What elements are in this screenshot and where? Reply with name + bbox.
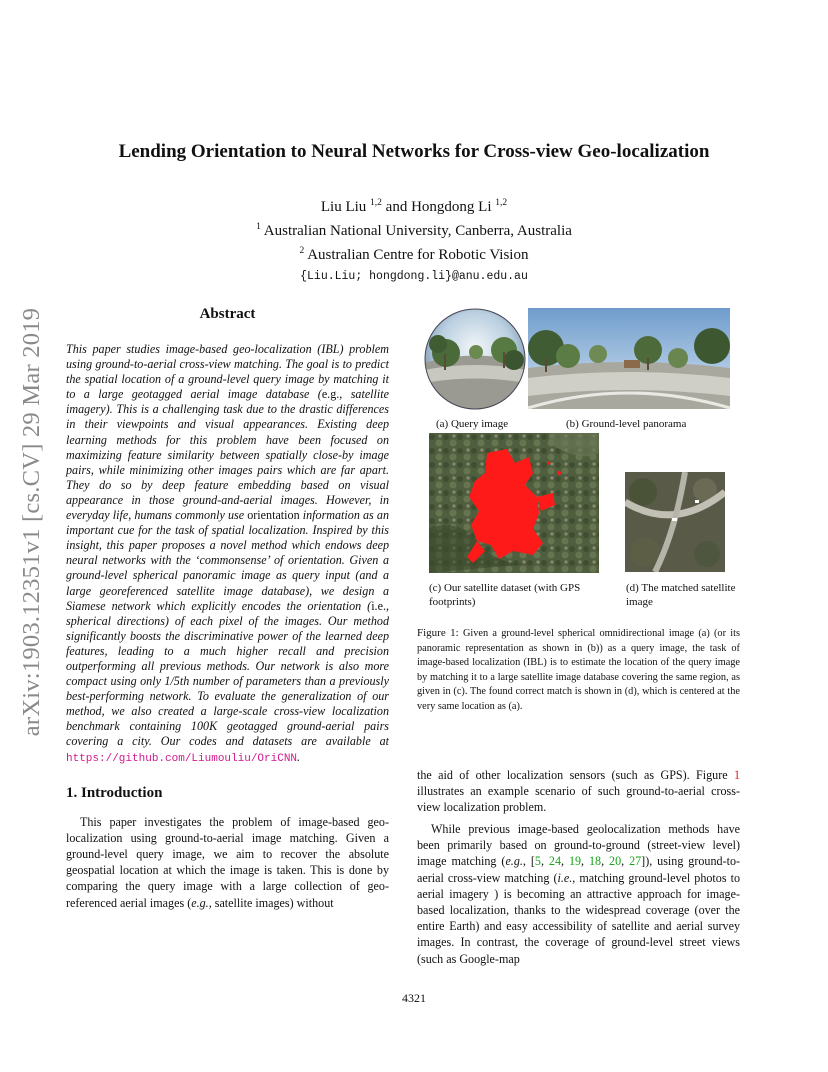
abstract-heading: Abstract — [199, 306, 256, 322]
affiliation-2 — [0, 241, 828, 265]
citation-link[interactable]: 5 — [534, 854, 541, 869]
abstract-orientation: orientation — [247, 508, 300, 523]
left-column — [66, 306, 389, 911]
arxiv-sidebar — [12, 284, 52, 760]
section-heading-introduction: 1. Introduction — [66, 784, 163, 801]
intro-eg: e.g. — [191, 895, 209, 910]
right-p2-bracket: , [ — [522, 854, 535, 869]
affiliation-2-text: Australian Centre for Robotic Vision — [304, 247, 529, 263]
citation-link[interactable]: 19 — [568, 854, 582, 869]
abstract-end: . — [297, 749, 301, 764]
author-email: {Liu.Liu; hongdong.li}@anu.edu.au — [300, 270, 528, 283]
author-conjunction: and — [381, 199, 412, 215]
figure-ref-link[interactable]: 1 — [733, 768, 740, 782]
figure-label: Figure 1: — [417, 627, 459, 639]
citation-link[interactable]: 27 — [629, 854, 642, 869]
intro-paragraph — [66, 814, 389, 911]
right-p2-ie: i.e. — [557, 870, 573, 885]
author-1-affil: 1,2 — [370, 198, 382, 208]
affiliation-1-number: 1 — [256, 222, 261, 232]
caption-c: (c) Our satellite dataset (with GPS footprints) — [429, 582, 581, 608]
right-paragraph-2: While previous image-based geolocalization methods have been primarily based on ground-to-ground (street-view level) image matching (e.g., [5, 24, 19, 18, 20, 27]), using ground-to-aerial cross-view matching (i.e., matching ground-level photos to aerial imagery ) is becoming an attractive approach for image-based localization, thanks to the widespread coverage (over the entire Earth) and easy accessibility of satellite and aerial survey images. In contrast, the coverage of ground-level street views (such as Google-map — [417, 822, 741, 966]
abstract-eg: e.g. — [321, 387, 340, 402]
query-image-sphere — [424, 308, 526, 410]
right-p1-part-1: the aid of other localization sensors (such as GPS). Figure — [417, 768, 734, 782]
paper-title: Lending Orientation to Neural Networks for Cross-view Geo-localization — [118, 141, 710, 162]
abstract-part-1: This paper studies image-based geo-localization (IBL) problem using ground-to-aerial cross-view matching. The goal is to predict the spatial location of a ground-level query image by matching it to a large geotagged aerial image database ( — [66, 342, 389, 402]
abstract-part-2: , satellite imagery). This is a challenging task due to the drastic differences in their viewpoints and visual appearances. Existing deep learning methods for this problem have been focused on maximizing feature similarity between spatially close-by image pairs, while minimizing other images pairs which are far apart. They do so by deep feature embedding based on visual appearance in those ground-and-aerial images. However, in everyday life, humans commonly use — [66, 387, 389, 523]
affiliation-1 — [0, 217, 828, 241]
ground-panorama-image — [528, 308, 730, 409]
abstract-part-4: , spherical directions) of each pixel of the images. Our method significantly boosts the discriminative power of the learned deep features, leading to a much higher recall and precision outperforming all previous methods. Our network is also more compact using only 1/5th number of parameters than a previously best-performing network. To evaluate the generalization of our method, we also created a large-scale cross-view localization benchmark containing 100K geotagged ground-aerial pairs covering a city. Our codes and datasets are available at — [66, 598, 389, 749]
author-2: Hongdong Li — [411, 199, 492, 215]
right-p2-part-1: While previous image-based geolocalization methods have been primarily based on ground-to-ground (street-view level) image matching ( — [417, 822, 740, 869]
caption-d: (d) The matched satellite image — [626, 582, 736, 608]
right-paragraph-1 — [417, 767, 740, 816]
page-number: 4321 — [402, 991, 426, 1005]
author-line — [0, 193, 828, 217]
caption-a: (a) Query image — [436, 418, 509, 430]
arxiv-identifier: arXiv:1903.12351v1 [cs.CV] 29 Mar 2019 — [18, 307, 45, 737]
matched-satellite-image — [625, 472, 725, 572]
satellite-dataset-map — [429, 433, 599, 573]
abstract-part-3: information as an important cue for the task of spatial localization. Inspired by this insight, this paper proposes a novel method which endows deep neural networks with the ‘commonsense’ of orientation. Given a ground-level spherical panoramic image as query input (and a large georeferenced satellite image database), we design a Siamese network which explicitly encodes the orientation ( — [66, 508, 389, 613]
figure-caption-text: Given a ground-level spherical omnidirectional image (a) (or its panoramic representation as shown in (b)) as a query image, the task of image-based localization (IBL) is to estimate the location of the query image by matching it to a large satellite image database covering the same region, as given in (c). The found correct match is shown in (d), which is centered at the very same location as (a). — [417, 628, 740, 712]
author-block — [0, 193, 828, 287]
right-p2-part-3: , matching ground-level photos to aerial imagery ) is becoming an attractive approach for image-based localization, thanks to the widespread coverage (over the entire Earth) and easy accessibility of satellite and aerial survey images. In contrast, the coverage of ground-level street views (such as Google-map — [417, 870, 741, 966]
citation-link[interactable]: 18 — [588, 854, 602, 869]
right-p2-part-2: ]), using ground-to-aerial cross-view matching ( — [417, 854, 741, 885]
citation-link[interactable]: 20 — [609, 854, 622, 869]
author-2-affil: 1,2 — [495, 198, 508, 208]
abstract-ie: i.e. — [371, 598, 386, 613]
abstract-text — [66, 342, 389, 767]
intro-part-2: , satellite images) without — [208, 895, 334, 910]
author-1: Liu Liu — [320, 199, 367, 215]
intro-part-1: This paper investigates the problem of image-based geo-localization using ground-to-aerial image matching. Given a ground-level query image, we aim to recover the absolute geospatial location at which the image is taken. This is done by comparing the query image with a large collection of geo-referenced aerial images ( — [66, 814, 389, 910]
caption-b: (b) Ground-level panorama — [566, 418, 687, 430]
right-p1-part-2: illustrates an example scenario of such ground-to-aerial cross-view localization problem. — [417, 784, 740, 815]
github-link[interactable]: https://github.com/Liumouliu/OriCNN — [66, 752, 298, 765]
affiliation-1-text: Australian National University, Canberra, Australia — [260, 223, 572, 239]
affiliation-2-number: 2 — [299, 246, 305, 256]
right-p2-eg: e.g. — [505, 854, 523, 869]
citation-link[interactable]: 24 — [548, 854, 561, 869]
figure-1-caption — [417, 626, 740, 715]
